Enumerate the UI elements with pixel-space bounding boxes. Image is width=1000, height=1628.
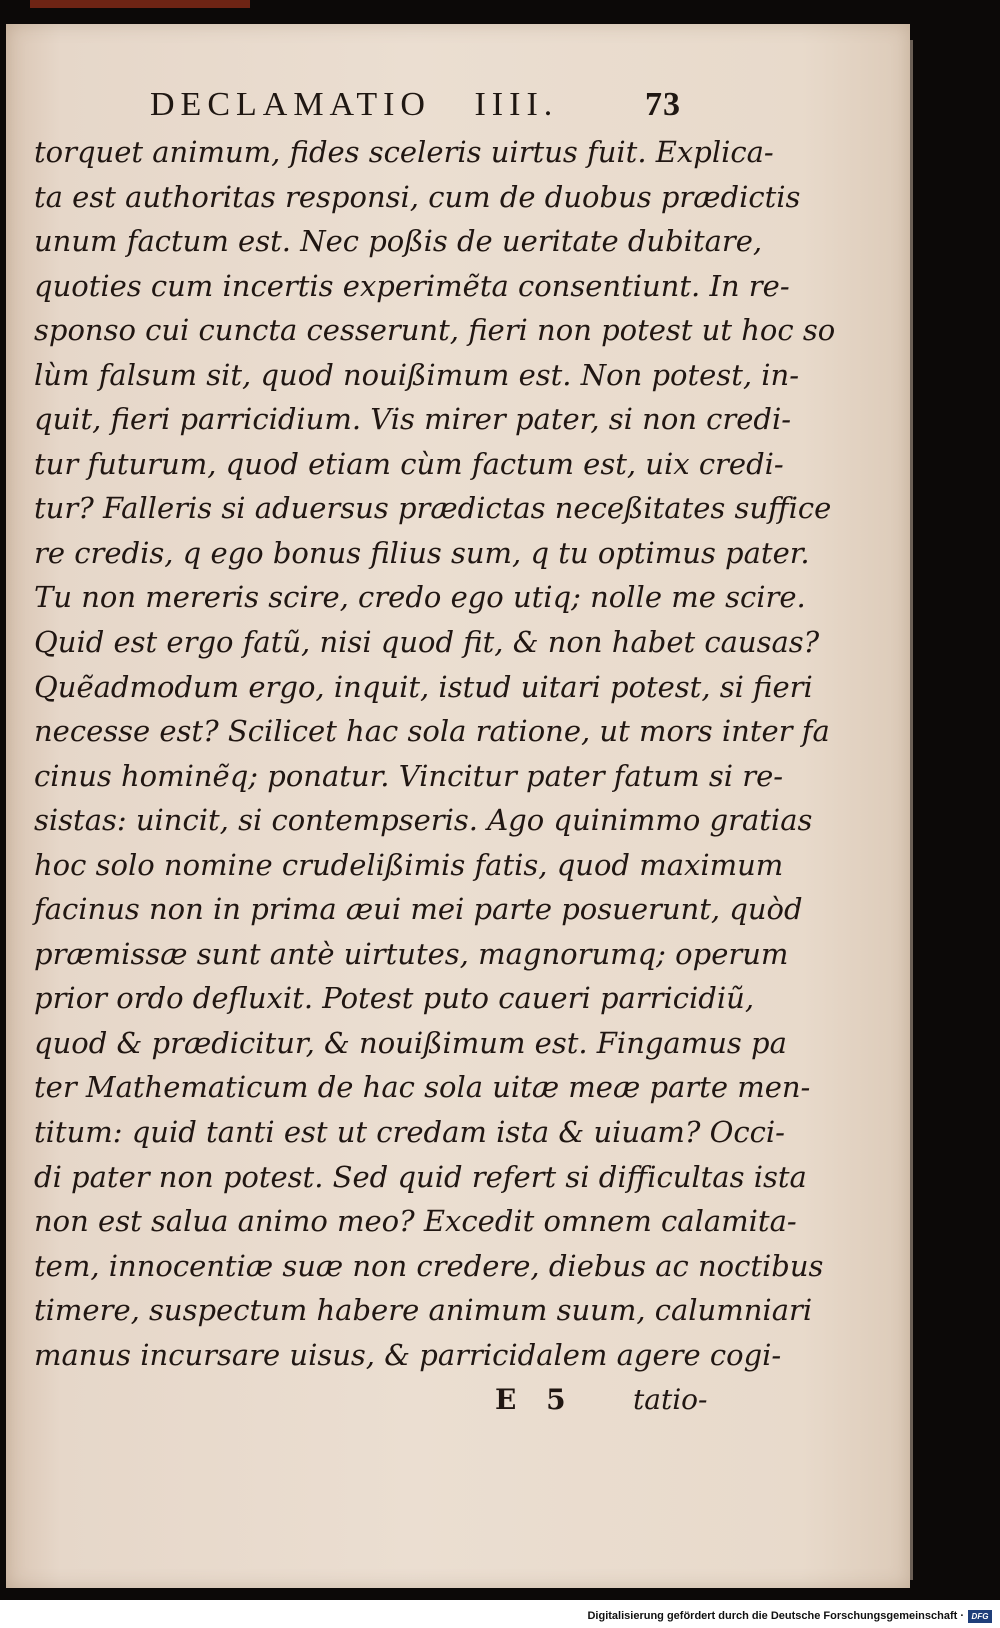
text-line: tem, innocentiæ suæ non credere, diebus ac noctibus xyxy=(34,1248,824,1283)
text-line: quod & prædicitur, & nouißimum est. Fingamus pa xyxy=(34,1025,787,1060)
text-line: quit, fieri parricidium. Vis mirer pater, si non credi- xyxy=(34,402,792,437)
text-line: tur? Falleris si aduersus prædictas neceßitates suffice xyxy=(34,491,832,526)
page-header xyxy=(150,86,710,136)
text-line: cinus hominẽq; ponatur. Vincitur pater fatum si re- xyxy=(34,758,784,793)
text-line: re credis, q ego bonus filius sum, q tu optimus pater. xyxy=(34,535,810,570)
page-number: 73 xyxy=(645,86,681,123)
signature-mark: E 5 xyxy=(495,1383,576,1416)
text-line: hoc solo nomine crudelißimis fatis, quod maximum xyxy=(34,847,784,882)
binding-stain xyxy=(30,0,250,8)
text-line: necesse est? Scilicet hac sola ratione, ut mors inter fa xyxy=(34,714,830,749)
text-line: ter Mathematicum de hac sola uitæ meæ parte men- xyxy=(34,1070,811,1105)
text-line: timere, suspectum habere animum suum, calumniari xyxy=(34,1293,813,1328)
text-line: quoties cum incertis experimẽta consentiunt. In re- xyxy=(34,268,790,303)
text-line: præmissæ sunt antè uirtutes, magnorumq; operum xyxy=(34,936,789,971)
text-line: manus incursare uisus, & parricidalem agere cogi- xyxy=(34,1337,782,1372)
text-line: Quẽadmodum ergo, inquit, istud uitari potest, si fieri xyxy=(34,669,813,704)
catchword: tatio- xyxy=(633,1383,708,1416)
text-line: di pater non potest. Sed quid refert si difficultas ista xyxy=(34,1159,807,1194)
running-title: DECLAMATIO IIII. xyxy=(150,86,559,123)
text-line: titum: quid tanti est ut credam ista & uiuam? Occi- xyxy=(34,1115,785,1150)
text-line: ta est authoritas responsi, cum de duobus prædictis xyxy=(34,179,801,214)
text-line: tur futurum, quod etiam cùm factum est, uix credi- xyxy=(34,446,784,481)
text-line: Tu non mereris scire, credo ego utiq; nolle me scire. xyxy=(34,580,806,615)
catchline xyxy=(495,1383,725,1423)
text-line: facinus non in prima æui mei parte posuerunt, quòd xyxy=(34,892,803,927)
digitization-credit xyxy=(587,1607,992,1625)
dfg-logo: DFG xyxy=(968,1610,992,1623)
text-line: sistas: uincit, si contempseris. Ago quinimmo gratias xyxy=(34,803,813,838)
text-line: prior ordo defluxit. Potest puto caueri parricidiũ, xyxy=(34,981,755,1016)
text-line: Quid est ergo fatũ, nisi quod fit, & non habet causas? xyxy=(34,625,820,660)
body-text xyxy=(34,130,836,1377)
text-line: unum factum est. Nec poßis de ueritate dubitare, xyxy=(34,224,763,259)
page-edge xyxy=(910,40,913,1580)
text-line: torquet animum, fides sceleris uirtus fuit. Explica- xyxy=(34,135,774,169)
credit-text: Digitalisierung gefördert durch die Deutsche Forschungsgemeinschaft · xyxy=(587,1610,964,1622)
text-line: non est salua animo meo? Excedit omnem calamita- xyxy=(34,1204,797,1239)
text-line: lùm falsum sit, quod nouißimum est. Non potest, in- xyxy=(34,357,800,392)
text-line: sponso cui cuncta cesserunt, fieri non potest ut hoc so xyxy=(34,313,836,348)
